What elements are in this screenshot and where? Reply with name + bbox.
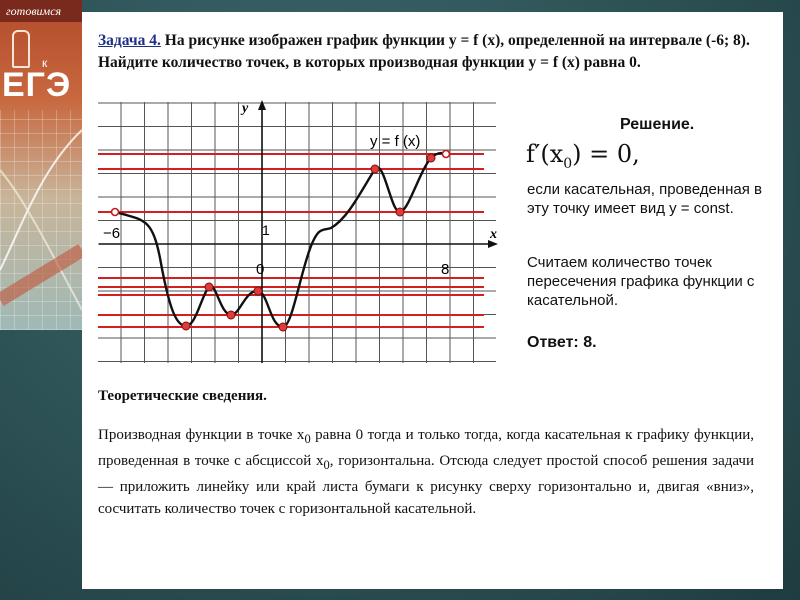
logo-math-decoration (0, 110, 82, 330)
y-axis-arrow (258, 100, 266, 110)
curve-label: y = f (x) (370, 133, 421, 150)
endpoint-left (112, 209, 119, 216)
theory-part-2: равна 0 тогда и только тогда, когда касательная к графику функции, проведенная в точке с абсциссой x (98, 427, 754, 469)
logo-brand: ЕГЭ (2, 66, 72, 104)
extremum-point (427, 154, 435, 162)
extremum-point (227, 311, 235, 319)
tick-label-1: 1 (262, 222, 270, 238)
extremum-point (279, 323, 287, 331)
formula-rest: ) = 0, (572, 140, 640, 168)
grid (98, 102, 496, 363)
formula-fprime: f′(x (526, 140, 564, 168)
theory-part-3: , горизонтальна. Отсюда следует простой способ решения задачи — приложить линейку или край листа бумаги к рисунку сверху горизонтально и, двигая «вниз», сосчитать количество точек с горизонтальной касательной. (98, 453, 754, 517)
theory-sub-1: 0 (304, 432, 311, 446)
ege-logo (0, 0, 82, 330)
function-graph (94, 98, 504, 378)
extremum-point (254, 287, 262, 295)
derivative-formula (526, 140, 640, 172)
extremum-point (396, 208, 404, 216)
theory-part-1: Производная функции в точке x (98, 427, 305, 443)
theory-paragraph (98, 424, 754, 520)
solution-heading: Решение. (620, 116, 695, 133)
problem-statement (98, 30, 774, 74)
extremum-point (205, 283, 213, 291)
theory-heading: Теоретические сведения. (98, 388, 267, 404)
solution-text-2: Считаем количество точек пересечения графика функции с касательной. (527, 254, 755, 309)
x-axis-label: x (490, 227, 497, 242)
logo-caption: готовимся (0, 0, 82, 22)
function-curve (115, 153, 446, 327)
tick-label-minus6: −6 (103, 225, 121, 242)
person-icon (12, 30, 30, 68)
theory-sub-2: 0 (323, 458, 330, 472)
solution-text-1: если касательная, проведенная в эту точку имеет вид y = const. (527, 181, 762, 217)
extremum-point (371, 165, 379, 173)
task-label: Задача 4. (98, 32, 161, 49)
content-sheet (82, 12, 783, 589)
task-text: На рисунке изображен график функции y = f (x), определенной на интервале (-6; 8). Найдите количество точек, в которых производная функции y = f (x) равна 0. (98, 32, 750, 71)
logo-letter: к (42, 56, 48, 70)
endpoint-right (443, 151, 450, 158)
tick-label-8: 8 (441, 261, 450, 278)
tick-label-0: 0 (256, 261, 265, 278)
formula-subscript: 0 (563, 155, 573, 172)
answer: Ответ: 8. (527, 334, 597, 351)
extremum-point (182, 322, 190, 330)
y-axis-label: y (242, 101, 249, 116)
